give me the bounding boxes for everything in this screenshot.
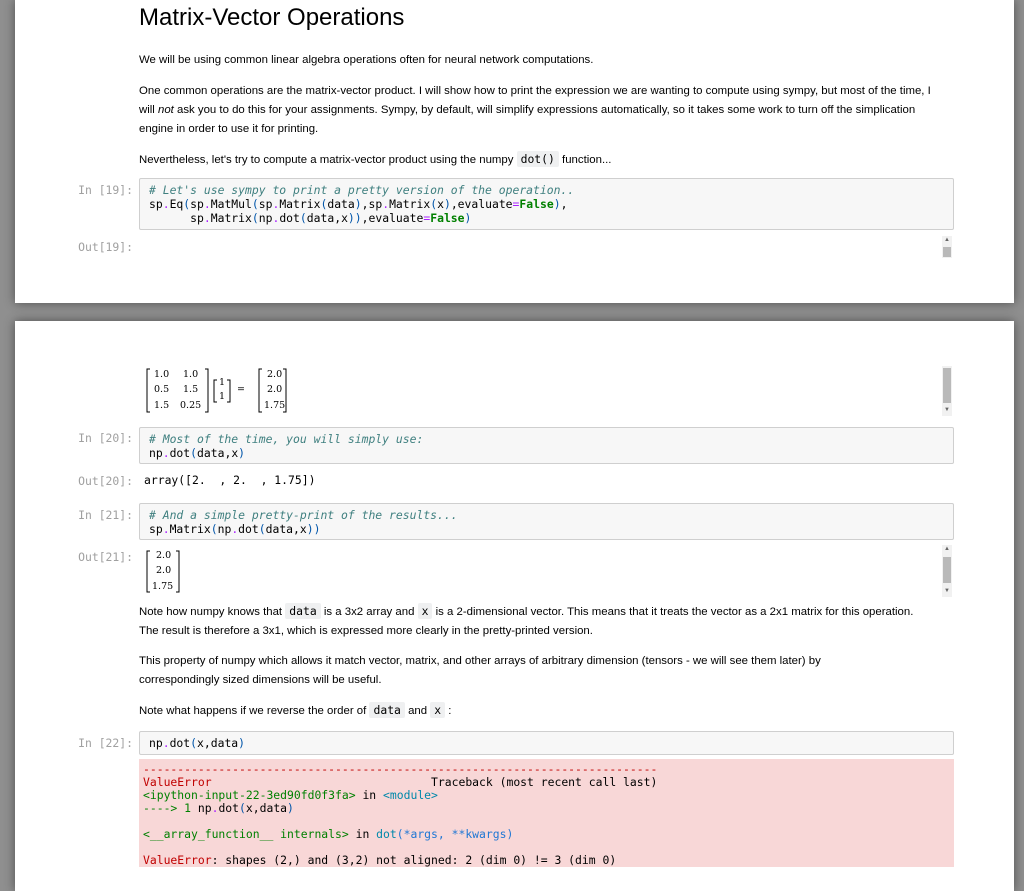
code-token: data	[265, 522, 294, 536]
scrollbar-thumb[interactable]	[943, 368, 951, 403]
code-comment: # Most of the time, you will simply use:	[149, 432, 424, 446]
code-token: (	[190, 736, 198, 750]
inline-code: x	[418, 603, 433, 619]
equation-values	[145, 366, 305, 416]
text: Note what happens if we reverse the order of	[139, 705, 370, 717]
text: :	[445, 705, 452, 717]
code-token: (	[183, 197, 191, 211]
code-token: ))	[347, 211, 362, 225]
code-token: )	[287, 801, 294, 815]
input-prompt: In [21]:	[78, 508, 133, 522]
code-token: (	[251, 211, 259, 225]
code-token: Matrix	[169, 522, 211, 536]
code-cell-input[interactable]	[139, 731, 954, 755]
traceback-source: <ipython-input-22-3ed90fd0f3fa>	[143, 788, 356, 802]
vector-entry: 2.0	[156, 550, 172, 561]
code-comment: # Let's use sympy to print a pretty version of the operation..	[149, 183, 575, 197]
code-token: dot	[169, 446, 191, 460]
section-title: Matrix-Vector Operations	[139, 4, 405, 31]
code-token: .	[203, 211, 211, 225]
code-token: ,	[252, 801, 260, 815]
code-token: .	[162, 522, 170, 536]
markdown-paragraph	[139, 602, 929, 641]
code-token: (	[210, 522, 218, 536]
matrix-entry: 1.0	[154, 369, 170, 380]
code-token: x	[197, 736, 204, 750]
code-token: ,	[560, 197, 568, 211]
code-token: )	[238, 446, 246, 460]
code-token: evaluate	[457, 197, 513, 211]
code-token: ,	[361, 197, 369, 211]
inline-code: data	[369, 702, 404, 718]
text: is a 3x2 array and	[320, 606, 418, 618]
code-token: .	[203, 197, 211, 211]
matrix-entry: 1.5	[183, 384, 199, 395]
vector-entry: 1.75	[152, 581, 174, 592]
code-cell-input[interactable]	[139, 503, 954, 540]
result-entry: 1.75	[264, 400, 286, 411]
text: and	[404, 705, 431, 717]
traceback-module: <module>	[383, 788, 438, 802]
code-keyword: False	[519, 197, 554, 211]
code-token: .	[162, 197, 170, 211]
markdown-paragraph	[139, 82, 944, 139]
code-token: =	[423, 211, 431, 225]
input-prompt: In [19]:	[78, 183, 133, 197]
code-token: (	[190, 446, 198, 460]
inline-code: x	[430, 702, 445, 718]
code-token: (	[299, 211, 307, 225]
markdown-paragraph: This property of numpy which allows it match vector, matrix, and other arrays of arbitrary dimension (tensors - we will see them later) by correspondingly sized dimensions will be useful.	[139, 655, 821, 686]
code-token: )	[464, 211, 472, 225]
traceback-arrow: ----> 1	[143, 801, 198, 815]
inline-code: data	[285, 603, 320, 619]
code-cell-input[interactable]	[139, 427, 954, 464]
error-traceback-output	[139, 759, 954, 867]
scroll-down-icon[interactable]: ▼	[944, 407, 950, 413]
code-token: .	[272, 197, 280, 211]
code-token: x	[341, 211, 348, 225]
error-name: ValueError	[143, 853, 212, 867]
code-token: dot	[279, 211, 300, 225]
code-token: ,	[361, 211, 369, 225]
emphasis: not	[157, 104, 174, 116]
code-token: x	[231, 446, 239, 460]
vector-entry: 2.0	[156, 565, 172, 576]
sympy-vector-output	[145, 547, 185, 597]
code-token: x	[299, 522, 307, 536]
code-keyword: False	[430, 211, 465, 225]
inline-code: dot()	[517, 151, 559, 167]
traceback-header: Traceback (most recent call last)	[211, 775, 658, 789]
text: function...	[558, 154, 612, 166]
traceback-function: dot	[376, 827, 397, 841]
code-token: .	[162, 736, 170, 750]
output-scrollbar[interactable]	[942, 236, 952, 258]
code-token: np	[149, 736, 163, 750]
code-token: x	[245, 801, 253, 815]
code-token: dot	[218, 801, 240, 815]
code-token: data	[306, 211, 335, 225]
code-token: .	[382, 197, 390, 211]
code-comment: # And a simple pretty-print of the results...	[149, 508, 458, 522]
code-token: sp	[190, 197, 204, 211]
scrollbar-thumb[interactable]	[943, 247, 951, 257]
matrix-entry: 1.0	[183, 369, 199, 380]
text: One common operations are the matrix-vector product. I will show how to print the expression we are wanting to compute using sympy, but most of the time, I will	[139, 85, 931, 116]
code-token: (	[239, 801, 246, 815]
code-token: (	[430, 197, 438, 211]
code-token: dot	[238, 522, 259, 536]
markdown-paragraph	[139, 701, 929, 721]
output-scrollbar[interactable]	[942, 366, 952, 416]
matrix-entry: 0.25	[180, 400, 202, 411]
output-prompt: Out[21]:	[78, 550, 133, 564]
code-token: ,	[203, 736, 211, 750]
output-prompt: Out[19]:	[78, 240, 133, 254]
markdown-paragraph: We will be using common linear algebra operations often for neural network computations.	[139, 54, 594, 66]
code-token: sp	[149, 522, 163, 536]
code-token: ,	[450, 197, 458, 211]
code-token: ,	[334, 211, 342, 225]
code-token: evaluate	[368, 211, 424, 225]
code-token: =	[512, 197, 520, 211]
notebook-page-2	[15, 321, 1014, 891]
notebook-page-1	[15, 0, 1014, 303]
code-token: )	[354, 197, 362, 211]
code-token: (	[320, 197, 328, 211]
code-cell-input[interactable]	[139, 178, 954, 230]
vector-values	[145, 547, 185, 597]
text: in	[348, 827, 377, 841]
text: is a 2-dimensional vector. This means that it treats the vector as a 2x1 matrix for this operation. The result is therefore a 3x1, which is expressed more clearly in the pretty-printed version.	[139, 606, 914, 637]
code-token: np	[149, 446, 163, 460]
output-prompt: Out[20]:	[78, 474, 133, 488]
code-token: .	[272, 211, 280, 225]
code-token: .	[162, 446, 170, 460]
code-token: sp	[149, 197, 163, 211]
code-token: sp	[368, 197, 383, 211]
code-token: sp	[149, 211, 204, 225]
code-token: .	[231, 522, 239, 536]
input-prompt: In [22]:	[78, 736, 133, 750]
code-token: x	[437, 197, 444, 211]
vector-entry: 1	[219, 377, 226, 388]
vector-entry: 1	[219, 391, 226, 402]
scrollbar-thumb[interactable]	[943, 557, 951, 583]
code-token: sp	[258, 197, 273, 211]
markdown-paragraph	[139, 150, 939, 170]
code-token: Matrix	[210, 211, 252, 225]
code-token: Matrix	[389, 197, 431, 211]
code-token: np	[197, 801, 212, 815]
output-scrollbar[interactable]	[942, 545, 952, 597]
result-entry: 2.0	[267, 384, 283, 395]
code-token: data	[327, 197, 355, 211]
code-token: ,	[224, 446, 232, 460]
text: Note how numpy knows that	[139, 606, 286, 618]
output-text: array([2. , 2. , 1.75])	[144, 473, 316, 487]
traceback-separator: ---------------------------------------------------------------------------	[143, 762, 658, 776]
code-token: dot	[169, 736, 191, 750]
scroll-up-icon[interactable]: ▲	[944, 546, 950, 552]
code-token: ))	[306, 522, 321, 536]
code-token: MatMul	[210, 197, 252, 211]
matrix-entry: 0.5	[154, 384, 170, 395]
code-token: (	[258, 522, 266, 536]
traceback-args: (*args, **kwargs)	[396, 827, 514, 841]
error-name: ValueError	[143, 775, 212, 789]
equals-sign: =	[237, 384, 245, 395]
code-token: Eq	[169, 197, 184, 211]
code-token: data	[259, 801, 288, 815]
code-token: )	[553, 197, 561, 211]
result-entry: 2.0	[267, 369, 283, 380]
code-token: ,	[293, 522, 300, 536]
scroll-up-icon[interactable]: ▲	[944, 237, 950, 243]
code-token: data	[210, 736, 239, 750]
text: ask you to do this for your assignments. Sympy, by default, will simplify expressions automatically, so it takes some work to turn off the simplication engine in order to use it for printing.	[139, 104, 916, 135]
traceback-source: <__array_function__ internals>	[143, 827, 349, 841]
sympy-equation-output	[145, 366, 305, 416]
code-token: data	[197, 446, 225, 460]
code-token: Matrix	[279, 197, 321, 211]
text: in	[355, 788, 384, 802]
code-token: .	[211, 801, 219, 815]
scroll-down-icon[interactable]: ▼	[944, 588, 950, 594]
error-message: : shapes (2,) and (3,2) not aligned: 2 (dim 0) != 3 (dim 0)	[211, 853, 617, 867]
code-token: np	[258, 211, 273, 225]
code-token: (	[251, 197, 259, 211]
code-token: np	[217, 522, 232, 536]
input-prompt: In [20]:	[78, 431, 133, 445]
text: Nevertheless, let's try to compute a matrix-vector product using the numpy	[139, 154, 517, 166]
code-token: )	[443, 197, 451, 211]
matrix-entry: 1.5	[154, 400, 170, 411]
code-token: )	[238, 736, 246, 750]
